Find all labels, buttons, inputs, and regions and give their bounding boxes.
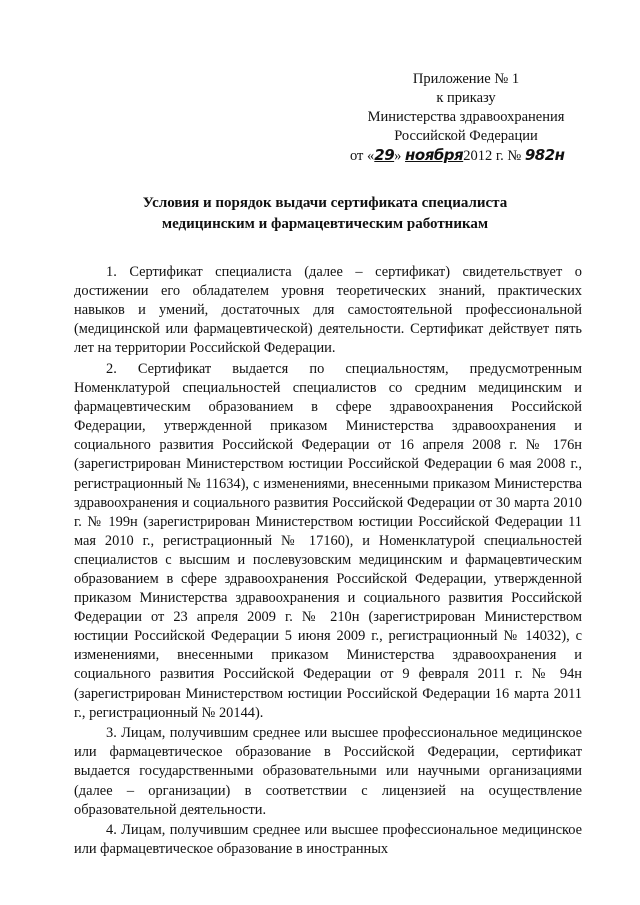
handwritten-day: 29: [374, 146, 395, 164]
paragraph-1: 1. Сертификат специалиста (далее – сертификат) свидетельствует о достижении его обладателем уровня теоретических знаний, практических навыков и умений, достаточных для самостоятельной профессиональной (медицинской или фармацевтической) деятельности. Сертификат действует пять лет на территории Российской Федерации.: [74, 264, 582, 357]
handwritten-month: ноября: [405, 146, 464, 164]
appendix-header: [346, 70, 586, 166]
date-close-quote: »: [394, 148, 402, 164]
paragraph-3: 3. Лицам, получившим среднее или высшее профессиональное медицинское или фармацевтическое образование в Российской Федерации, сертификат выдается государственными образовательными или научными организациями (далее – организации) в соответствии с лицензией на осуществление образовательной деятельности.: [74, 725, 582, 818]
appendix-ministry: Министерства здравоохранения: [367, 109, 565, 125]
title-line-1: Условия и порядок выдачи сертификата специалиста: [142, 195, 508, 211]
paragraph-4: 4. Лицам, получившим среднее или высшее профессиональное медицинское или фармацевтическое образование в иностранных: [74, 822, 582, 858]
appendix-number: Приложение № 1: [412, 71, 520, 87]
date-year: 2012 г. №: [463, 148, 522, 164]
appendix-to-order: к приказу: [436, 90, 496, 106]
title-line-2: медицинским и фармацевтическим работникам: [161, 216, 489, 232]
appendix-country: Российской Федерации: [394, 128, 538, 144]
order-date-line: [350, 146, 586, 166]
document-title: [70, 193, 580, 235]
paragraph-2: 2. Сертификат выдается по специальностям, предусмотренным Номенклатурой специальностей специалистов со средним медицинским и фармацевтическим образованием в сфере здравоохранения Российской Федерации, утвержденной приказом Министерства здравоохранения и социального развития Российской Федерации от 16 апреля 2008 г. № 176н (зарегистрирован Министерством юстиции Российской Федерации 6 мая 2008 г., регистрационный № 11634), с изменениями, внесенными приказом Министерства здравоохранения и социального развития Российской Федерации от 30 марта 2010 г. № 199н (зарегистрирован Министерством юстиции Российской Федерации 11 мая 2010 г., регистрационный № 17160), и Номенклатурой специальностей специалистов с высшим и послевузовским медицинским и фармацевтическим образованием в сфере здравоохранения Российской Федерации, утвержденной приказом Министерства здравоохранения и социального развития Российской Федерации от 23 апреля 2009 г. № 210н (зарегистрирован Министерством юстиции Российской Федерации 5 июня 2009 г., регистрационный № 14032), с изменениями, внесенными приказом Министерства здравоохранения и социального развития Российской Федерации от 9 февраля 2011 г. № 94н (зарегистрирован Министерством юстиции Российской Федерации 16 марта 2011 г., регистрационный № 20144).: [74, 360, 582, 721]
handwritten-order-number: 982н: [524, 146, 565, 164]
date-prefix: от «: [350, 148, 375, 164]
document-body: [74, 263, 582, 861]
